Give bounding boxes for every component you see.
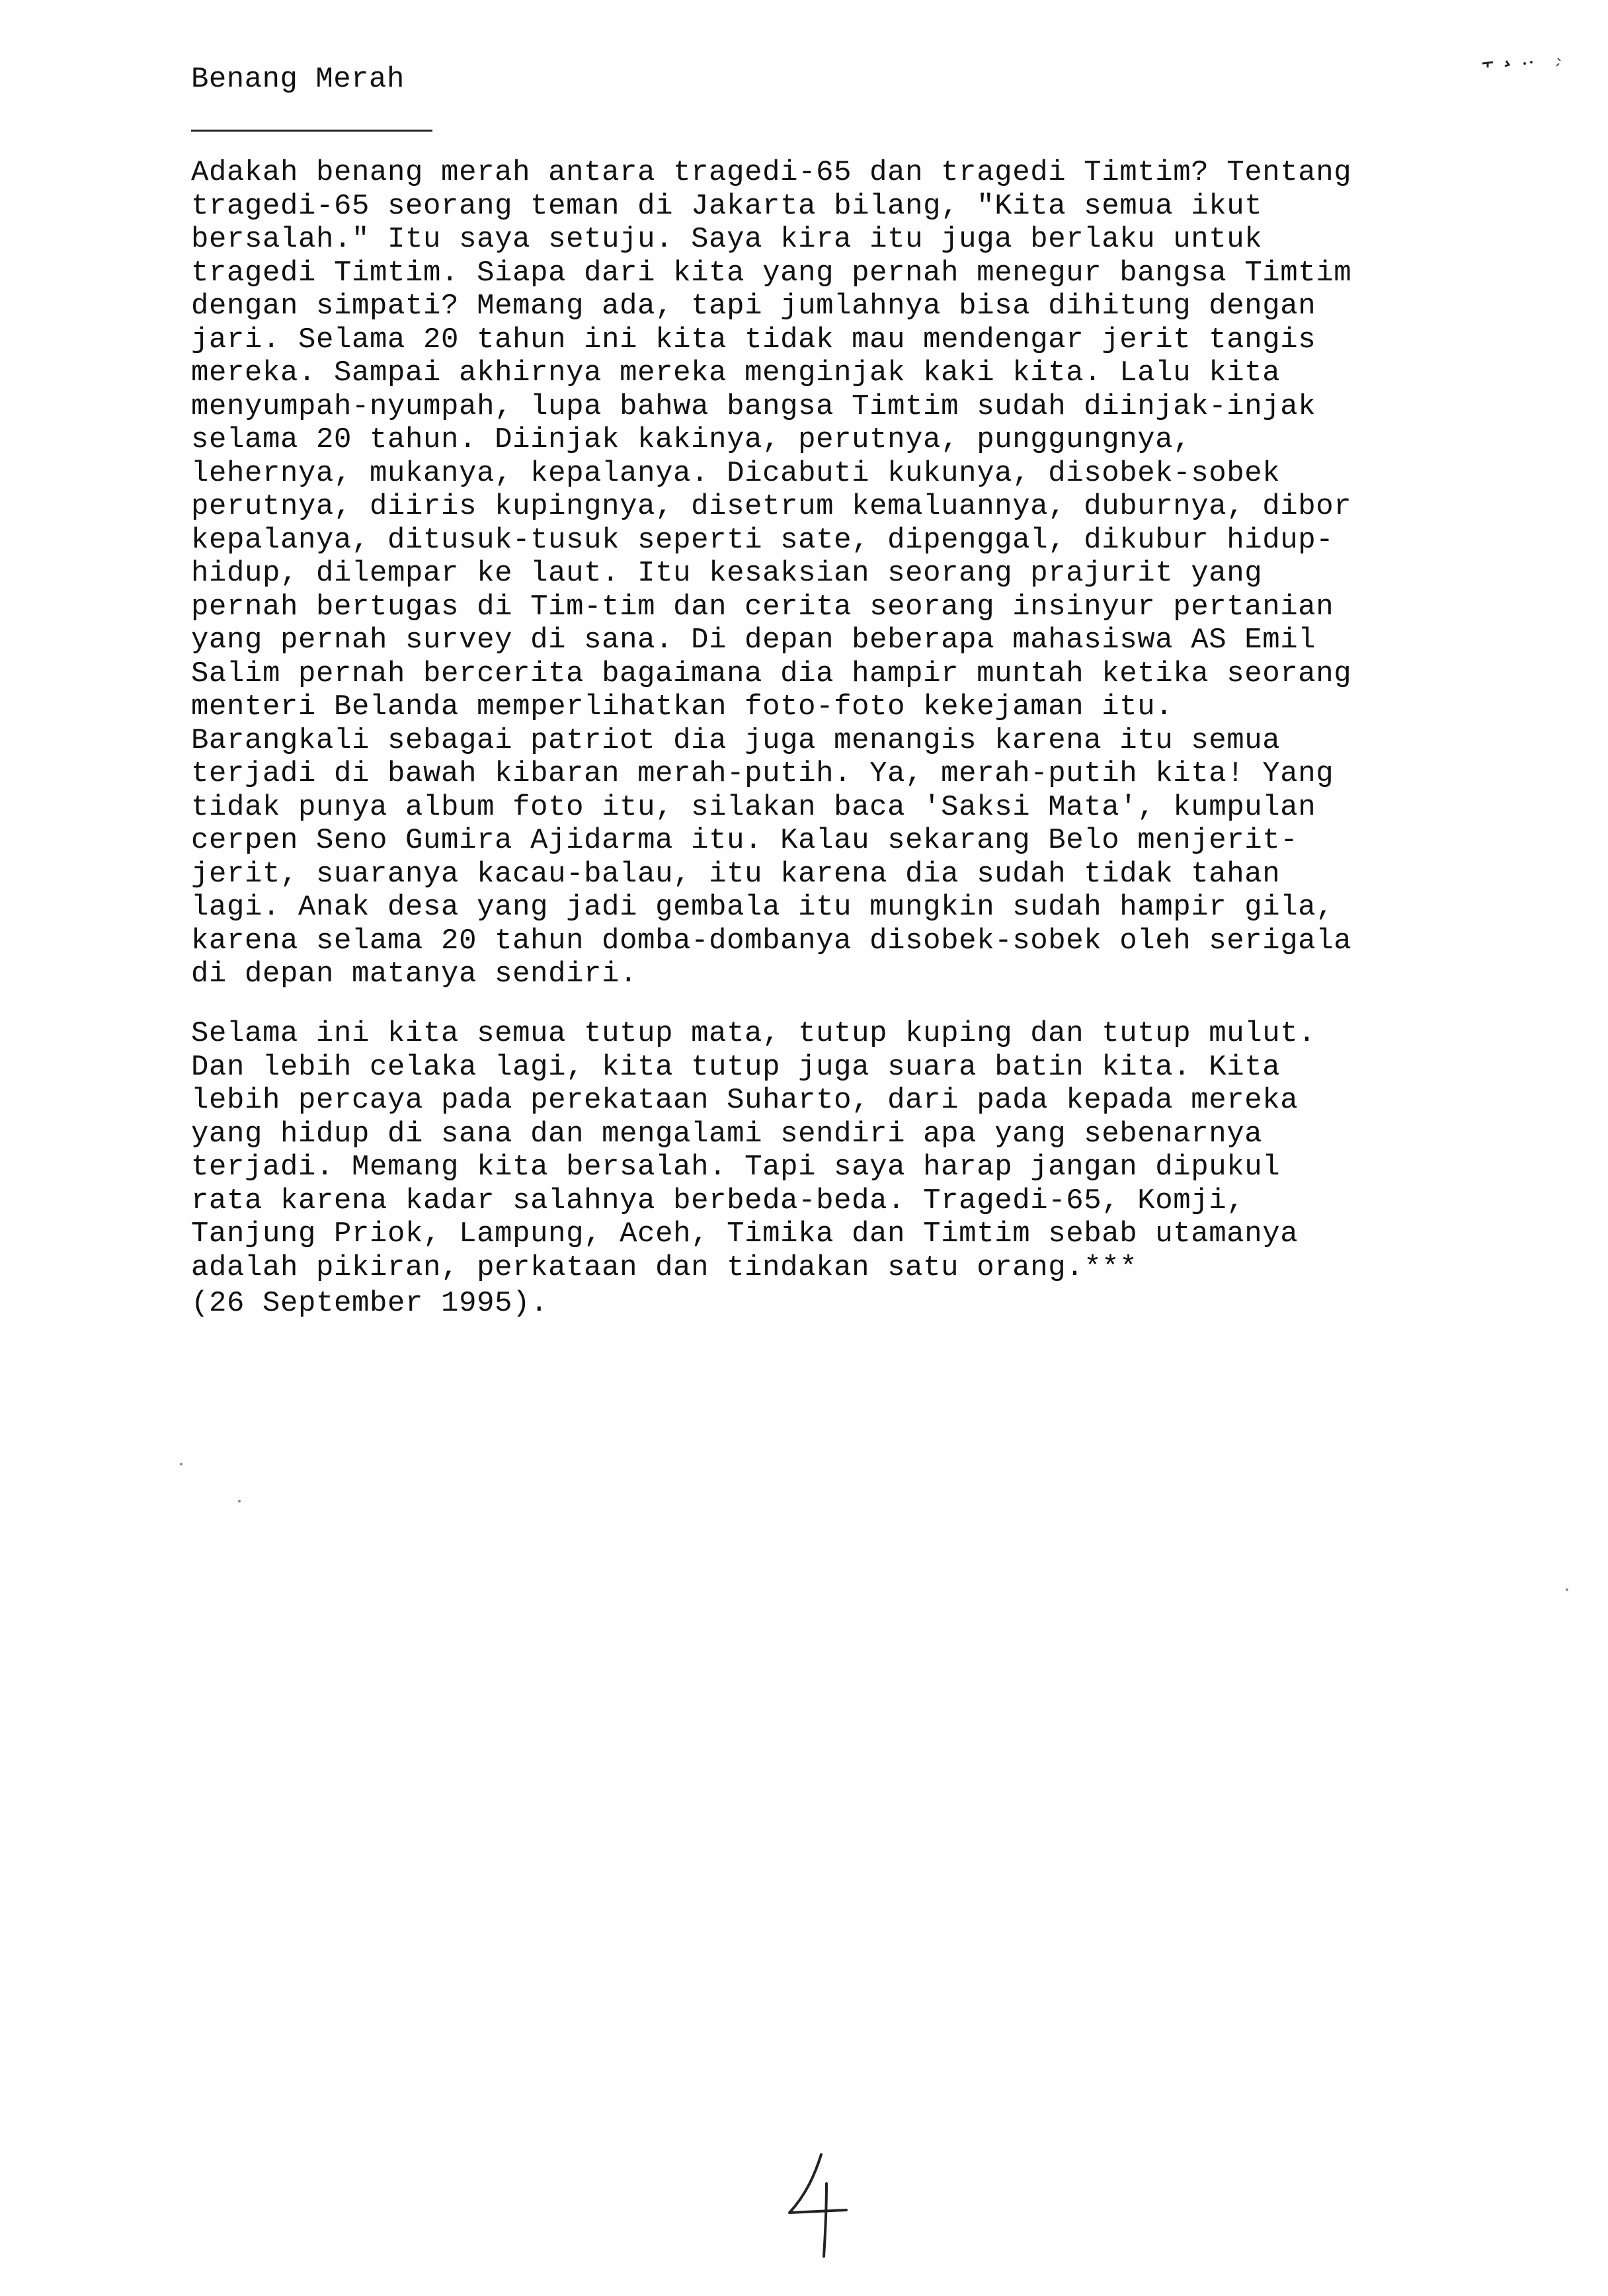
- text-line: rata karena kadar salahnya berbeda-beda. Tragedi-65, Komji,: [191, 1184, 1245, 1217]
- text-line: hidup, dilempar ke laut. Itu kesaksian seorang prajurit yang: [191, 557, 1263, 590]
- text-line: yang hidup di sana dan mengalami sendiri apa yang sebenarnya: [191, 1117, 1263, 1151]
- text-line: lehernya, mukanya, kepalanya. Dicabuti kukunya, disobek-sobek: [191, 456, 1281, 490]
- text-line: cerpen Seno Gumira Ajidarma itu. Kalau sekarang Belo menjerit-: [191, 824, 1299, 857]
- paragraph-2: [191, 1017, 1513, 1284]
- text-line: lebih percaya pada perekataan Suharto, dari pada kepada mereka: [191, 1084, 1299, 1117]
- date-line: (26 September 1995).: [191, 1287, 549, 1320]
- text-line: menteri Belanda memperlihatkan foto-foto kekejaman itu.: [191, 690, 1174, 723]
- text-line: Selama ini kita semua tutup mata, tutup kuping dan tutup mulut.: [191, 1017, 1316, 1050]
- scan-speck: [180, 1463, 182, 1465]
- text-line: jari. Selama 20 tahun ini kita tidak mau mendengar jerit tangis: [191, 323, 1316, 356]
- text-line: selama 20 tahun. Diinjak kakinya, perutnya, punggungnya,: [191, 423, 1191, 456]
- text-line: yang pernah survey di sana. Di depan beberapa mahasiswa AS Emil: [191, 624, 1316, 657]
- text-line: Barangkali sebagai patriot dia juga menangis karena itu semua: [191, 723, 1281, 757]
- text-line: mereka. Sampai akhirnya mereka menginjak kaki kita. Lalu kita: [191, 356, 1281, 390]
- text-line: tragedi-65 seorang teman di Jakarta bilang, "Kita semua ikut: [191, 189, 1263, 223]
- text-line: terjadi. Memang kita bersalah. Tapi saya harap jangan dipukul: [191, 1151, 1281, 1184]
- text-line: adalah pikiran, perkataan dan tindakan satu orang.***: [191, 1250, 1138, 1284]
- scan-marks-decoration: [1478, 53, 1578, 73]
- text-line: Dan lebih celaka lagi, kita tutup juga suara batin kita. Kita: [191, 1050, 1281, 1084]
- text-line: lagi. Anak desa yang jadi gembala itu mungkin sudah hampir gila,: [191, 891, 1334, 924]
- text-line: pernah bertugas di Tim-tim dan cerita seorang insinyur pertanian: [191, 590, 1334, 624]
- text-line: jerit, suaranya kacau-balau, itu karena dia sudah tidak tahan: [191, 857, 1281, 891]
- text-line: kepalanya, ditusuk-tusuk seperti sate, dipenggal, dikubur hidup-: [191, 523, 1334, 557]
- text-line: menyumpah-nyumpah, lupa bahwa bangsa Timtim sudah diinjak-injak: [191, 390, 1316, 423]
- text-line: bersalah." Itu saya setuju. Saya kira itu juga berlaku untuk: [191, 223, 1263, 256]
- text-line: dengan simpati? Memang ada, tapi jumlahnya bisa dihitung dengan: [191, 290, 1316, 323]
- handwritten-page-number: [780, 2149, 860, 2262]
- text-line: terjadi di bawah kibaran merah-putih. Ya, merah-putih kita! Yang: [191, 757, 1334, 790]
- text-line: tragedi Timtim. Siapa dari kita yang pernah menegur bangsa Timtim: [191, 256, 1352, 290]
- scan-speck: [238, 1500, 241, 1502]
- text-line: karena selama 20 tahun domba-dombanya disobek-sobek oleh serigala: [191, 924, 1352, 958]
- text-line: Salim pernah bercerita bagaimana dia hampir muntah ketika seorang: [191, 657, 1352, 690]
- text-line: di depan matanya sendiri.: [191, 958, 638, 991]
- text-line: Tanjung Priok, Lampung, Aceh, Timika dan Timtim sebab utamanya: [191, 1217, 1299, 1250]
- text-line: Adakah benang merah antara tragedi-65 dan tragedi Timtim? Tentang: [191, 156, 1352, 189]
- text-line: perutnya, diiris kupingnya, disetrum kemaluannya, duburnya, dibor: [191, 490, 1352, 523]
- paragraph-1: [191, 156, 1513, 991]
- text-line: tidak punya album foto itu, silakan baca 'Saksi Mata', kumpulan: [191, 790, 1316, 824]
- scan-speck: [1566, 1588, 1568, 1591]
- title-underline: [191, 130, 432, 132]
- document-title: Benang Merah: [191, 63, 405, 96]
